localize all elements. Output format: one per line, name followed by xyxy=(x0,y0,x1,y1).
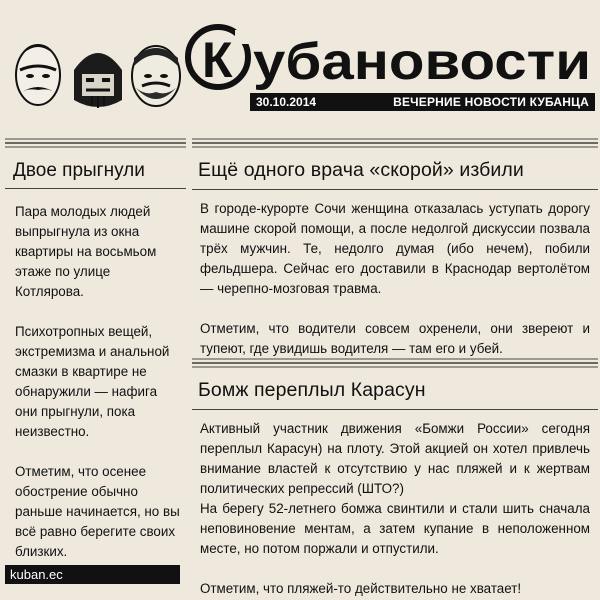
article-title[interactable]: Бомж переплыл Карасун xyxy=(198,379,426,401)
article-paragraph: Отметим, что водители совсем охренели, они звереют и тупеют, где увидишь водителя — там его и убей. xyxy=(200,321,590,356)
logo-mark xyxy=(185,22,595,92)
logo-letter: К xyxy=(202,32,233,88)
divider xyxy=(192,409,598,410)
sidebar-paragraph: Психотропных вещей, экстремизма и анальной смазки в квартире не обнаружили — нафига они прыгнули, пока неизвестно. xyxy=(15,324,170,439)
article-doctor xyxy=(192,150,598,359)
sidebar-article xyxy=(5,150,186,562)
article-paragraph: Активный участник движения «Бомжи России» сегодня переплыл Карасун) на плоту. Этой акцией он хотел привлечь внимание властей к отсутствию у нас пляжей и к жертвам политических репрессий (ШТО?) xyxy=(200,421,590,496)
dateline-bar xyxy=(250,93,595,111)
logo-wordmark: убановости xyxy=(253,33,591,91)
bald-face-icon xyxy=(16,45,60,105)
site-logo[interactable] xyxy=(185,22,595,92)
divider xyxy=(5,188,186,189)
divider xyxy=(192,189,598,190)
tagline: ВЕЧЕРНИЕ НОВОСТИ КУБАНЦА xyxy=(393,95,589,109)
section-rule-left xyxy=(5,138,186,150)
article-paragraph: В городе-курорте Сочи женщина отказалась уступать дорогу машине скорой помощи, а после недолгой дискуссии позвала трёх мужчин. Те, недолго думая (ибо нечем), побили фельдшера. Сейчас его доставили в Краснодар вертолётом — черепно-мозговая травма. xyxy=(200,201,590,296)
helmet-mask-icon xyxy=(74,53,122,108)
article-paragraph: Отметим, что пляжей-то действительно не хватает! xyxy=(200,581,522,596)
issue-date: 30.10.2014 xyxy=(256,95,317,109)
section-rule-right-2 xyxy=(192,358,598,370)
masthead xyxy=(0,0,600,125)
site-url-badge[interactable]: kuban.ec xyxy=(5,565,180,584)
sidebar-paragraph: Пара молодых людей выпрыгнула из окна квартиры на восьмьом этаже по улице Котлярова. xyxy=(15,204,157,299)
section-rule-right xyxy=(192,138,598,150)
article-homeless xyxy=(192,370,598,599)
bearded-face-icon xyxy=(132,46,180,106)
masks-illustration xyxy=(8,40,188,115)
sidebar-article-title[interactable]: Двое прыгнули xyxy=(13,160,145,181)
article-paragraph: На берегу 52-летнего бомжа свинтили и стали шить сначала неповиновение ментам, а затем купание в неположенном месте, но потом поржали и отпустили. xyxy=(200,501,590,556)
sidebar-paragraph: Отметим, что осенее обострение обычно раньше начинается, но вы всё равно берегите своих близких. xyxy=(15,464,180,559)
article-title[interactable]: Ещё одного врача «скорой» избили xyxy=(198,159,524,181)
